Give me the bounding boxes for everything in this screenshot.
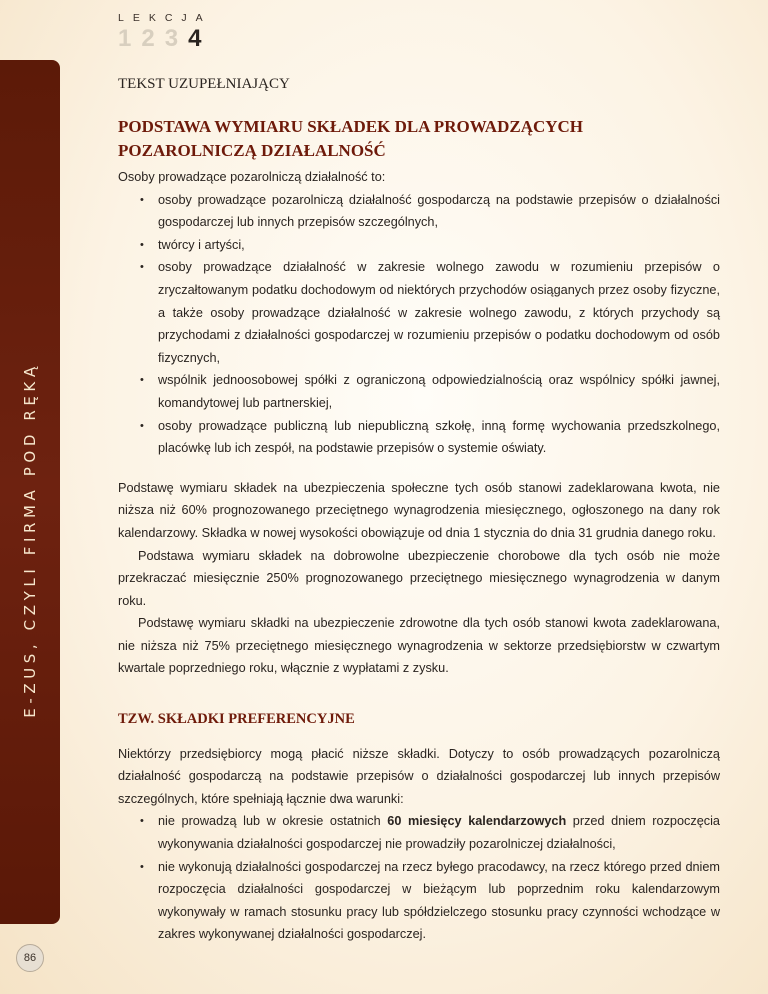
list-item: • twórcy i artyści, bbox=[158, 234, 720, 257]
paragraph-preferential: Niektórzy przedsiębiorcy mogą płacić niższe składki. Dotyczy to osób prowadzących pozarolniczą działalność gospodarczą na podstawie przepisów o działalności gospodarczej lub innych przepisów szczególnych, które spełniają łącznie dwa warunki: bbox=[118, 746, 720, 806]
list-item: • osoby prowadzące działalność w zakresie wolnego zawodu w rozumieniu przepisów o zryczałtowanym podatku dochodowym od niektórych przychodów osiąganych przez osoby fizyczne, a także osoby prowadzące działalność w zakresie wolnego zawodu, z których przychody są przychodami z działalności gospodarczej w rozumieniu przepisów o podatku dochodowym od osób fizycznych, bbox=[158, 256, 720, 369]
content-body bbox=[118, 166, 720, 946]
lesson-numbers bbox=[118, 26, 201, 52]
bullet-list-entities bbox=[118, 189, 720, 460]
sidebar-band bbox=[0, 60, 60, 924]
paragraph-sickness-insurance: Podstawa wymiaru składek na dobrowolne ubezpieczenie chorobowe dla tych osób nie może przekraczać miesięcznie 250% prognozowanego przeciętnego miesięcznego wynagrodzenia w danym roku. bbox=[118, 548, 720, 608]
main-heading-line-1: PODSTAWA WYMIARU SKŁADEK DLA PROWADZĄCYCH bbox=[118, 117, 584, 136]
list-item: • wspólnik jednoosobowej spółki z ograniczoną odpowiedzialnością oraz wspólnicy spółki jawnej, komandytowej lub partnerskiej, bbox=[158, 369, 720, 414]
list-item: • nie prowadzą lub w okresie ostatnich 60 miesięcy kalendarzowych przed dniem rozpoczęcia wykonywania działalności gospodarczej nie prowadziły pozarolniczej działalności, bbox=[158, 810, 720, 855]
paragraph-health-insurance: Podstawę wymiaru składki na ubezpieczenie zdrowotne dla tych osób stanowi kwota zadeklarowana, nie niższa niż 75% przeciętnego miesięcznego wynagrodzenia w sektorze przedsiębiorstw w czwartym kwartale poprzedniego roku, włącznie z wypłatami z zysku. bbox=[118, 616, 720, 676]
list-item: • osoby prowadzące publiczną lub niepubliczną szkołę, inną formę wychowania przedszkolnego, placówkę lub ich zespół, na podstawie przepisów o systemie oświaty. bbox=[158, 415, 720, 460]
lesson-number: 3 bbox=[164, 25, 179, 52]
section-label: TEKST UZUPEŁNIAJĄCY bbox=[118, 76, 290, 92]
lesson-number-active: 4 bbox=[188, 25, 202, 52]
main-heading bbox=[118, 115, 718, 163]
list-item: • nie wykonują działalności gospodarczej na rzecz byłego pracodawcy, na rzecz którego przed dniem rozpoczęcia działalności gospodarczej w bieżącym lub poprzednim roku kalendarzowym wykonywały w ramach stosunku pracy lub spółdzielczego stosunku pracy czynności wchodzące w zakres wykonywanej działalności gospodarczej. bbox=[158, 856, 720, 946]
lesson-number: 1 bbox=[118, 25, 132, 52]
lesson-label: LEKCJA bbox=[118, 12, 212, 24]
bullet-list-conditions bbox=[118, 810, 720, 946]
main-heading-line-2: POZAROLNICZĄ DZIAŁALNOŚĆ bbox=[118, 141, 386, 160]
paragraph-social-insurance: Podstawę wymiaru składek na ubezpieczenia społeczne tych osób stanowi zadeklarowana kwota, nie niższa niż 60% prognozowanego przeciętnego wynagrodzenia miesięcznego, ogłoszonego na dany rok kalendarzowy. Składka w nowej wysokości obowiązuje od dnia 1 stycznia do dnia 31 grudnia danego roku. bbox=[118, 480, 720, 540]
lesson-number: 2 bbox=[141, 25, 155, 52]
sidebar-title: E-ZUS, CZYLI FIRMA POD RĘKĄ bbox=[21, 362, 39, 718]
intro-text: Osoby prowadzące pozarolniczą działalność to: bbox=[118, 170, 386, 184]
list-item: • osoby prowadzące pozarolniczą działalność gospodarczą na podstawie przepisów o działalności gospodarczej lub innych przepisów szczególnych, bbox=[158, 189, 720, 234]
page-number: 86 bbox=[16, 944, 44, 972]
bold-emphasis: 60 miesięcy kalendarzowych bbox=[387, 814, 567, 829]
subheading-preferential: TZW. SKŁADKI PREFERENCYJNE bbox=[118, 711, 355, 728]
